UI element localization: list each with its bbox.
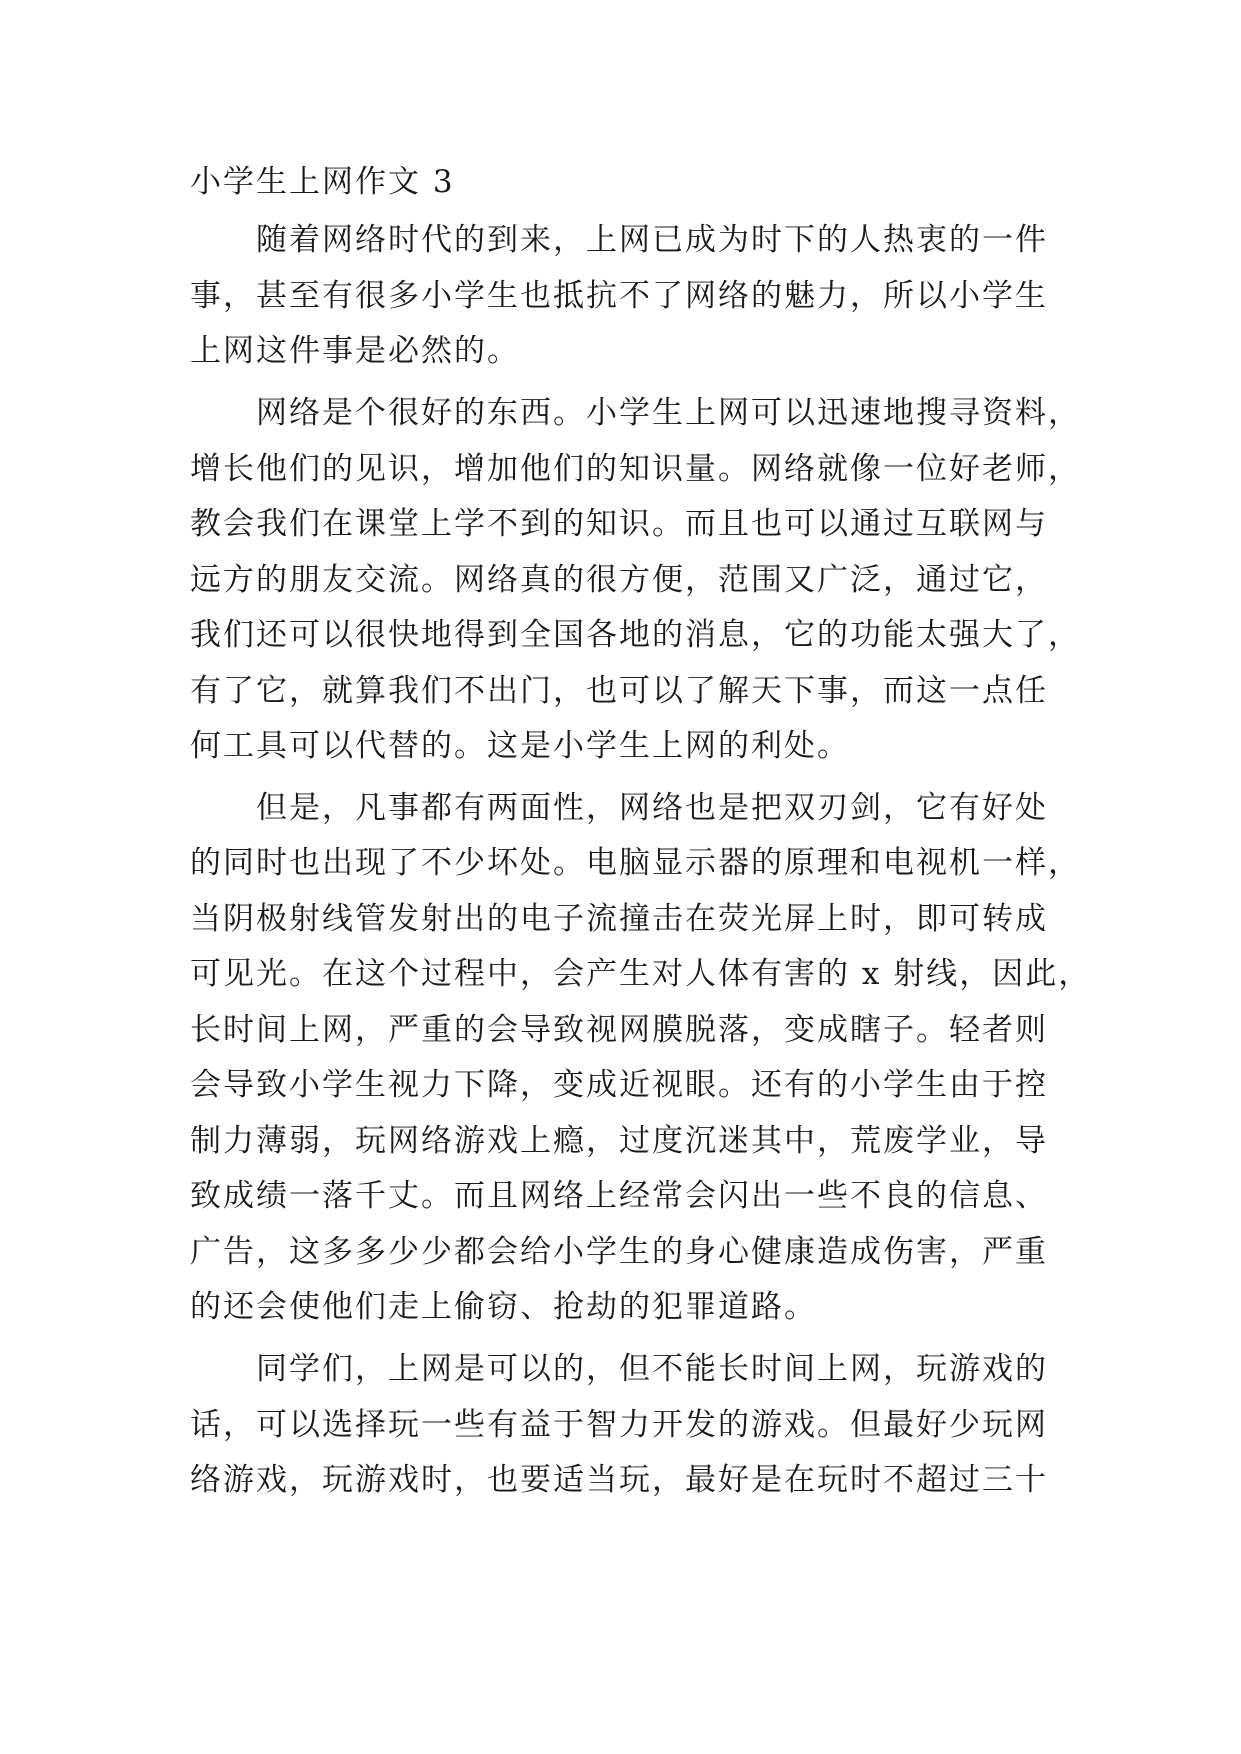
text-line: 会导致小学生视力下降，变成近视眼。还有的小学生由于控 (190, 1067, 1048, 1103)
text-line: 当阴极射线管发射出的电子流撞击在荧光屏上时，即可转成 (190, 901, 1048, 937)
text-line: 有了它，就算我们不出门，也可以了解天下事，而这一点任 (190, 673, 1048, 709)
text-line: 长时间上网，严重的会导致视网膜脱落，变成瞎子。轻者则 (190, 1012, 1048, 1048)
text-line: 络游戏，玩游戏时，也要适当玩，最好是在玩时不超过三十 (190, 1462, 1048, 1498)
text-line: 事，甚至有很多小学生也抵抗不了网络的魅力，所以小学生 (190, 278, 1048, 314)
text-line: 我们还可以很快地得到全国各地的消息，它的功能太强大了， (190, 617, 1081, 653)
text-line: 远方的朋友交流。网络真的很方便，范围又广泛，通过它， (190, 562, 1048, 598)
text-line: 话，可以选择玩一些有益于智力开发的游戏。但最好少玩网 (190, 1407, 1048, 1443)
text-line: 教会我们在课堂上学不到的知识。而且也可以通过互联网与 (190, 506, 1048, 542)
document-title: 小学生上网作文 3 (190, 164, 455, 200)
text-line: 制力薄弱，玩网络游戏上瘾，过度沉迷其中，荒废学业，导 (190, 1123, 1048, 1159)
text-line: 网络是个很好的东西。小学生上网可以迅速地搜寻资料， (190, 395, 1081, 431)
text-line: 致成绩一落千丈。而且网络上经常会闪出一些不良的信息、 (190, 1178, 1048, 1214)
text-line: 上网这件事是必然的。 (190, 333, 520, 369)
text-line: 的还会使他们走上偷窃、抢劫的犯罪道路。 (190, 1289, 817, 1325)
text-line: 何工具可以代替的。这是小学生上网的利处。 (190, 728, 850, 764)
text-line: 增长他们的见识，增加他们的知识量。网络就像一位好老师， (190, 451, 1081, 487)
text-line: 的同时也出现了不少坏处。电脑显示器的原理和电视机一样， (190, 845, 1081, 881)
text-line: 随着网络时代的到来，上网已成为时下的人热衷的一件 (190, 222, 1048, 258)
text-line: 可见光。在这个过程中，会产生对人体有害的 x 射线，因此， (190, 956, 1092, 992)
text-line: 广告，这多多少少都会给小学生的身心健康造成伤害，严重 (190, 1234, 1048, 1270)
text-line: 但是，凡事都有两面性，网络也是把双刃剑，它有好处 (190, 790, 1048, 826)
text-line: 同学们，上网是可以的，但不能长时间上网，玩游戏的 (190, 1351, 1048, 1387)
